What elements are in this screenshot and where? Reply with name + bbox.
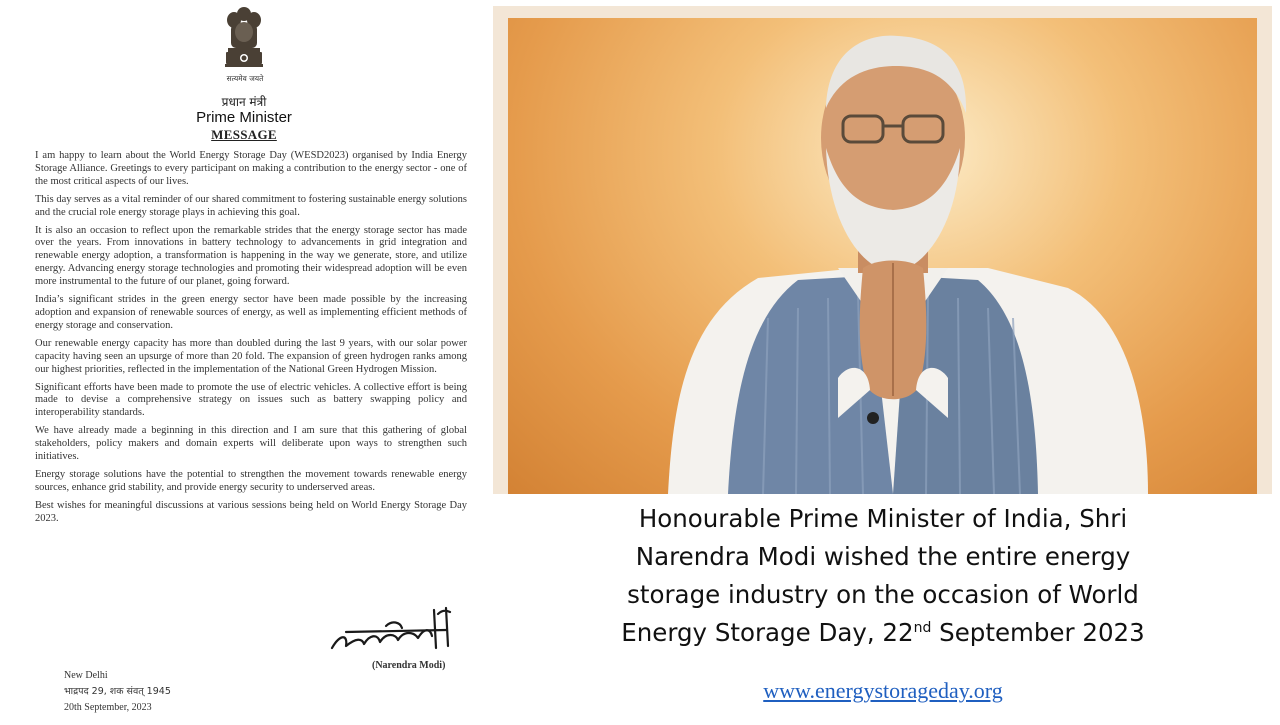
signer-name: (Narendra Modi) [372,660,446,671]
caption-line4-suffix: September 2023 [931,618,1145,647]
caption-line: storage industry on the occasion of World [627,580,1139,609]
letter-body [35,150,467,531]
photo-frame [493,6,1272,494]
caption-line: Narendra Modi wished the entire energy [635,542,1131,571]
portrait-photo [508,18,1257,494]
letter-paragraph: India’s significant strides in the green energy sector have been made possible by the increasing adoption and expansion of renewable sources of energy, as well as implementing efficient methods of energy storage and conservation. [35,294,467,331]
letter-paragraph: This day serves as a vital reminder of our shared commitment to fostering sustainable energy solutions and the crucial role energy storage plays in achieving this goal. [35,193,467,218]
letter-paragraph: Best wishes for meaningful discussions at various sessions being held on World Energy Storage Day 2023. [35,499,467,524]
letter-paragraph: Significant efforts have been made to promote the use of electric vehicles. A collective effort is being made to devise a comprehensive strategy on issues such as battery swapping policy and interoperability standards. [35,381,467,419]
letter-paragraph: Energy storage solutions have the potential to strengthen the movement towards renewable energy sources, enhance grid stability, and provide energy security to underserved areas. [35,468,467,493]
letter-place: New Delhi [64,670,108,681]
caption-line: Honourable Prime Minister of India, Shri [638,504,1128,533]
letter-paragraph: Our renewable energy capacity has more than doubled during the last 9 years, with our solar power capacity having seen an upsurge of more than 20 fold. The expansion of green hydrogen ranks among our highest priorities, reflected in the implementation of the National Green Hydrogen Mission. [35,337,467,375]
letter-paragraph: It is also an occasion to reflect upon the remarkable strides that the energy storage sector has made over the years. From innovations in battery technology to advancements in grid integration and renewable energy adoption, a transformation is happening in the way we generate, store, and utilize energy. Advancing energy storage technologies and promoting their widespread adoption will be even more instrumental to the future of our planet, going forward. [35,224,467,288]
caption [533,500,1233,652]
letter-paragraph: We have already made a beginning in this direction and I am sure that this gathering of global stakeholders, policy makers and domain experts will deliberate upon ways to strengthen such initiatives. [35,425,467,463]
letter-footer [64,668,171,716]
hindi-title: प्रधान मंत्री [221,95,267,109]
letter-paragraph: I am happy to learn about the World Energy Storage Day (WESD2023) organised by India Energy Storage Alliance. Greetings to every participant on making a contribution to the energy sector - one of the most critical aspects of our lives. [35,150,467,187]
portrait-illustration [508,18,1257,494]
letter-title: Prime Minister [196,109,292,126]
message-heading: MESSAGE [211,127,277,142]
handwritten-signature [326,604,466,660]
caption-line [533,614,1233,652]
pm-message-letter [0,0,500,725]
website-link[interactable]: www.energystorageday.org [763,678,1003,703]
national-emblem-icon [222,4,266,78]
letter-saka-date: भाद्रपद 29, शक संवत् 1945 [64,686,171,697]
emblem-motto: सत्यमेव जयते [226,74,264,83]
letter-date: 20th September, 2023 [64,702,152,713]
caption-ordinal-suffix: nd [913,620,932,636]
caption-line4-prefix: Energy Storage Day, 22 [621,618,914,647]
